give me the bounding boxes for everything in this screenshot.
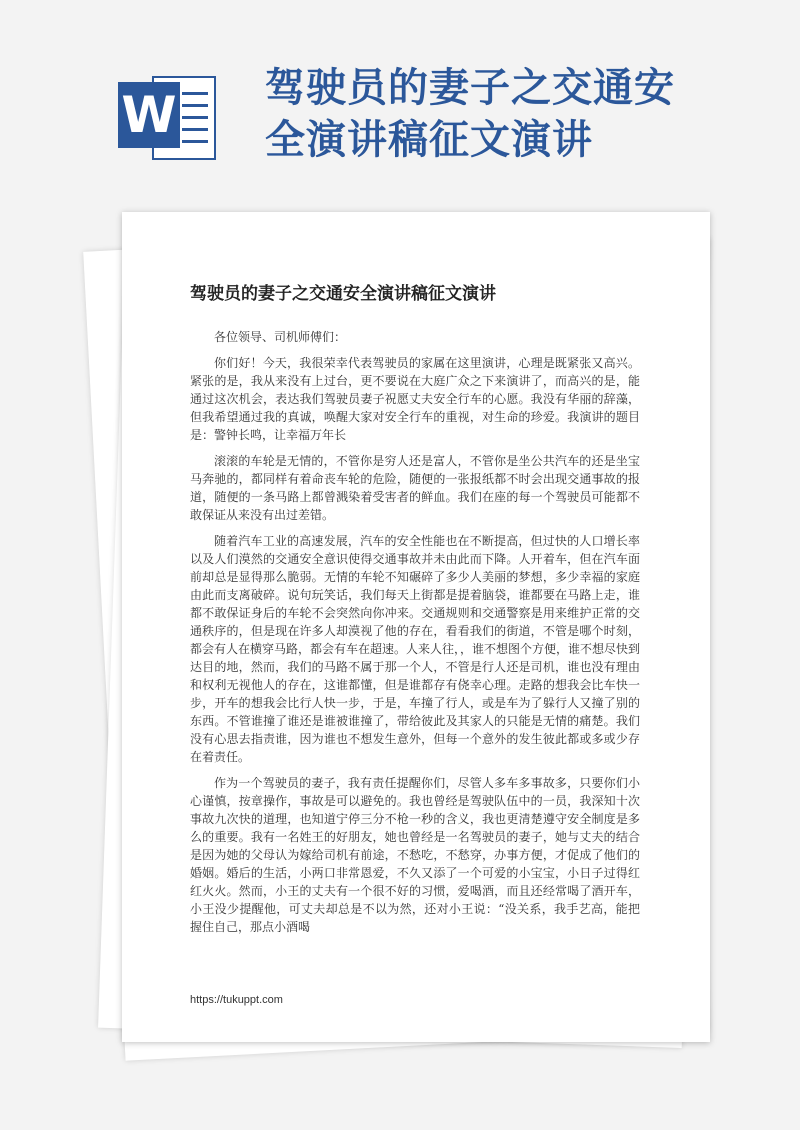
document-body <box>190 328 640 944</box>
document-title: 驾驶员的妻子之交通安全演讲稿征文演讲 <box>190 284 496 304</box>
word-document-icon <box>118 72 218 164</box>
footer-url[interactable]: https://tukuppt.com <box>190 994 283 1006</box>
banner-title: 驾驶员的妻子之交通安全演讲稿征文演讲 <box>265 65 675 163</box>
body-paragraph: 作为一个驾驶员的妻子，我有责任提醒你们，尽管人多车多事故多，只要你们小心谨慎，按章操作，事故是可以避免的。我也曾经是驾驶队伍中的一员，我深知十次事故九次快的道理，也知道宁停三分不枪一秒的含义，我也更清楚遵守安全制度是多么的重要。我有一名姓王的好朋友，她也曾经是一名驾驶员的妻子，她与丈夫的结合是因为她的父母认为嫁给司机有前途，不愁吃，不愁穿，办事方便，才促成了他们的婚姻。婚后的生活，小两口非常恩爱，不久又添了一个可爱的小宝宝，小日子过得红红火火。然而，小王的丈夫有一个很不好的习惯，爱喝酒，而且还经常喝了酒开车，小王没少提醒他，可丈夫却总是不以为然，还对小王说：“没关系，我手艺高，能把握住自己，那点小酒喝 <box>190 776 640 934</box>
header-banner <box>0 0 800 200</box>
body-paragraph: 随着汽车工业的高速发展，汽车的安全性能也在不断提高，但过快的人口增长率以及人们漠然的交通安全意识使得交通事故并未由此而下降。人开着车，但在汽车面前却总是显得那么脆弱。无情的车轮不知碾碎了多少人美丽的梦想，多少幸福的家庭由此而支离破碎。说句玩笑话，我们每天上街都是提着脑袋，谁都要在马路上走，谁都不敢保证身后的车轮不会突然向你冲来。交通规则和交通警察是用来维护正常的交通秩序的，但是现在许多人却漠视了他的存在，看看我们的街道，不管是哪个时刻，都会有人在横穿马路，都会有车在超速。人来人往，，谁不想图个方便，谁不想尽快到达目的地，然而，我们的马路不属于那一个人，不管是行人还是司机，谁也没有理由和权利无视他人的存在，这谁都懂，但是谁都存有侥幸心理。走路的想我会比车快一步，开车的想我会比行人快一步，于是，车撞了行人，或是车为了躲行人又撞了别的东西。不管谁撞了谁还是谁被谁撞了，带给彼此及其家人的只能是无情的痛楚。我们没有心思去指责谁，因为谁也不想发生意外，但每一个意外的发生彼此都或多或少存在着责任。 <box>190 534 641 764</box>
body-paragraph: 滚滚的车轮是无情的，不管你是穷人还是富人，不管你是坐公共汽车的还是坐宝马奔驰的，都同样有着命丧车轮的危险，随便的一张报纸都不时会出现交通事故的报道，随便的一条马路上都曾溅染着受害者的鲜血。我们在座的每一个驾驶员可能都不敢保证从来没有出过差错。 <box>190 454 640 522</box>
document-page <box>122 212 710 1042</box>
word-letter: W <box>118 82 180 148</box>
body-paragraph: 你们好！今天，我很荣幸代表驾驶员的家属在这里演讲，心理是既紧张又高兴。紧张的是，我从来没有上过台，更不要说在大庭广众之下来演讲了，而高兴的是，能通过这次机会，表达我们驾驶员妻子祝愿丈夫安全行车的心愿。我没有华丽的辞藻，但我希望通过我的真诚，唤醒大家对安全行车的重视，对生命的珍爱。我演讲的题目是：警钟长鸣，让幸福万年长 <box>190 356 640 442</box>
salutation: 各位领导、司机师傅们： <box>214 330 347 344</box>
